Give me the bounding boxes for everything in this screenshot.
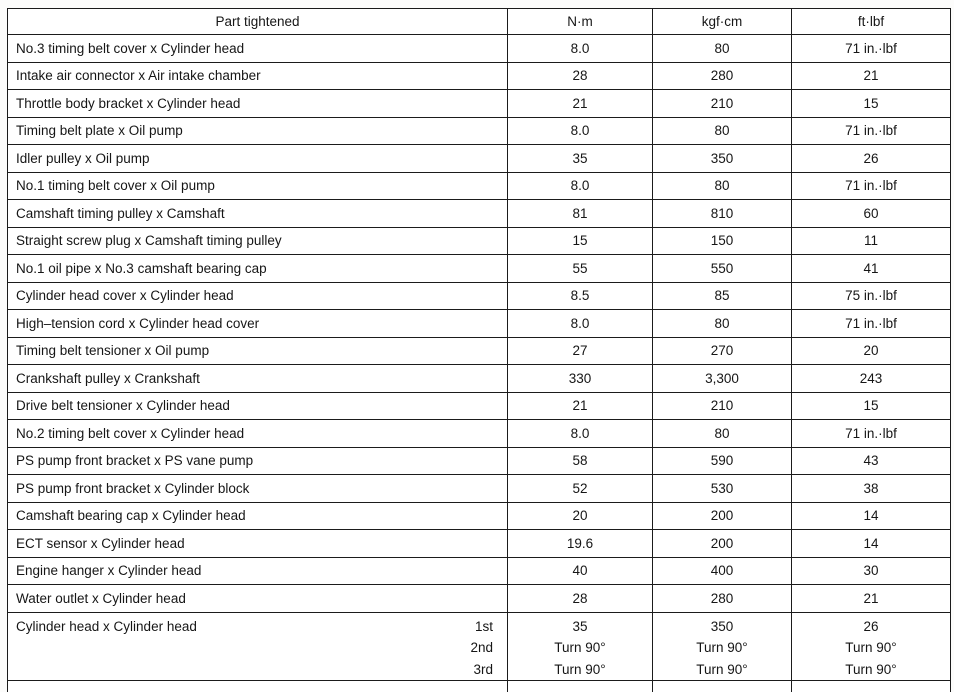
header-nm: N·m (508, 9, 653, 35)
ftlbf-cell: 71 in.·lbf (792, 420, 951, 448)
kgfcm-cell: 810 (653, 200, 792, 228)
table-row (8, 365, 951, 393)
part-cell: Water outlet x Cylinder head (8, 585, 508, 613)
part-cell: Throttle body bracket x Cylinder head (8, 90, 508, 118)
ftlbf-cell: 15 (792, 392, 951, 420)
table-row (8, 255, 951, 283)
part-cell: Timing belt plate x Oil pump (8, 117, 508, 145)
step-value: 26 (863, 618, 879, 634)
step-value: 35 (572, 618, 588, 634)
table-row (8, 337, 951, 365)
part-cell: Camshaft timing pulley x Camshaft (8, 200, 508, 228)
nm-cell: 81 (508, 200, 653, 228)
table-row (8, 200, 951, 228)
nm-cell: 8.0 (508, 117, 653, 145)
nm-cell: 52 (508, 475, 653, 503)
table-row (8, 172, 951, 200)
nm-cell: 21 (508, 392, 653, 420)
ftlbf-cell: 75 in.·lbf (792, 282, 951, 310)
table-row (8, 447, 951, 475)
nm-cell (508, 612, 653, 681)
nm-cell: 8.5 (508, 282, 653, 310)
table-row (8, 282, 951, 310)
part-cell: Straight screw plug x Camshaft timing pulley (8, 227, 508, 255)
part-cell: Cylinder head cover x Cylinder head (8, 282, 508, 310)
ftlbf-cell: 71 in.·lbf (792, 310, 951, 338)
kgfcm-cell: 200 (653, 502, 792, 530)
step-label: 1st (474, 618, 493, 634)
nm-cell: 21 (508, 90, 653, 118)
part-label: Cylinder head x Cylinder head (16, 618, 197, 634)
kgfcm-cell (653, 681, 792, 692)
nm-cell: 19.6 (508, 530, 653, 558)
ftlbf-cell: 20 (792, 337, 951, 365)
kgfcm-cell: 80 (653, 172, 792, 200)
table-row (8, 530, 951, 558)
step-value: Turn 90° (845, 640, 897, 655)
kgfcm-cell: 210 (653, 392, 792, 420)
part-cell: No.1 oil pipe x No.3 camshaft bearing cap (8, 255, 508, 283)
part-cell: PS pump front bracket x Cylinder block (8, 475, 508, 503)
ftlbf-cell: 41 (792, 255, 951, 283)
kgfcm-cell: 590 (653, 447, 792, 475)
header-ftlbf: ft·lbf (792, 9, 951, 35)
table-row (8, 90, 951, 118)
part-cell: Intake air connector x Air intake chamber (8, 62, 508, 90)
step-label: 3rd (473, 661, 493, 677)
part-cell: PS pump front bracket x PS vane pump (8, 447, 508, 475)
kgfcm-cell: 80 (653, 35, 792, 63)
kgfcm-cell: 200 (653, 530, 792, 558)
part-cell: Crankshaft pulley x Crankshaft (8, 365, 508, 393)
table-row (8, 392, 951, 420)
nm-cell: 8.0 (508, 35, 653, 63)
ftlbf-cell: 243 (792, 365, 951, 393)
torque-table-body (8, 35, 951, 613)
ftlbf-cell: 15 (792, 90, 951, 118)
nm-cell: 28 (508, 585, 653, 613)
kgfcm-cell: 350 (653, 145, 792, 173)
table-row (8, 310, 951, 338)
kgfcm-cell: 85 (653, 282, 792, 310)
table-row (8, 502, 951, 530)
ftlbf-cell: 11 (792, 227, 951, 255)
ftlbf-cell: 71 in.·lbf (792, 172, 951, 200)
kgfcm-cell: 80 (653, 117, 792, 145)
part-cell: Timing belt tensioner x Oil pump (8, 337, 508, 365)
table-row (8, 585, 951, 613)
multi-step-section (8, 612, 951, 692)
step-value: Turn 90° (696, 640, 748, 655)
kgfcm-cell: 280 (653, 62, 792, 90)
ftlbf-cell: 71 in.·lbf (792, 35, 951, 63)
part-cell: No.1 timing belt cover x Oil pump (8, 172, 508, 200)
part-cell: Camshaft bearing cap x Cylinder head (8, 502, 508, 530)
ftlbf-cell: 21 (792, 585, 951, 613)
kgfcm-cell: 400 (653, 557, 792, 585)
ftlbf-cell: 21 (792, 62, 951, 90)
ftlbf-cell: 26 (792, 145, 951, 173)
kgfcm-cell (653, 612, 792, 681)
nm-cell: 8.0 (508, 172, 653, 200)
ftlbf-cell: 43 (792, 447, 951, 475)
table-header-row (8, 9, 951, 35)
header-part-tightened: Part tightened (8, 9, 508, 35)
part-cell: No.2 timing belt cover x Cylinder head (8, 420, 508, 448)
table-row-multistep (8, 612, 951, 681)
kgfcm-cell: 80 (653, 310, 792, 338)
kgfcm-cell: 3,300 (653, 365, 792, 393)
ftlbf-cell: 14 (792, 530, 951, 558)
table-row-cutoff (8, 681, 951, 692)
nm-cell: 28 (508, 62, 653, 90)
nm-cell: 27 (508, 337, 653, 365)
part-cell: Drive belt tensioner x Cylinder head (8, 392, 508, 420)
table-row (8, 475, 951, 503)
nm-cell (508, 681, 653, 692)
nm-cell: 15 (508, 227, 653, 255)
step-labels (470, 616, 499, 681)
nm-cell: 40 (508, 557, 653, 585)
kgfcm-cell: 280 (653, 585, 792, 613)
nm-cell: 8.0 (508, 420, 653, 448)
step-value: Turn 90° (554, 661, 606, 677)
kgfcm-cell: 210 (653, 90, 792, 118)
table-row (8, 145, 951, 173)
kgfcm-cell: 270 (653, 337, 792, 365)
nm-cell: 330 (508, 365, 653, 393)
nm-cell: 58 (508, 447, 653, 475)
nm-cell: 8.0 (508, 310, 653, 338)
kgfcm-cell: 530 (653, 475, 792, 503)
step-value: Turn 90° (696, 661, 748, 677)
kgfcm-cell: 550 (653, 255, 792, 283)
table-row (8, 117, 951, 145)
torque-spec-table (7, 8, 951, 692)
kgfcm-cell: 80 (653, 420, 792, 448)
part-cell: High–tension cord x Cylinder head cover (8, 310, 508, 338)
part-cell: Engine hanger x Cylinder head (8, 557, 508, 585)
table-row (8, 62, 951, 90)
table-row (8, 227, 951, 255)
ftlbf-cell: 30 (792, 557, 951, 585)
nm-cell: 20 (508, 502, 653, 530)
step-value: Turn 90° (554, 640, 606, 655)
table-row (8, 35, 951, 63)
part-cell (8, 681, 508, 692)
ftlbf-cell: 71 in.·lbf (792, 117, 951, 145)
header-kgfcm: kgf·cm (653, 9, 792, 35)
nm-cell: 35 (508, 145, 653, 173)
ftlbf-cell: 14 (792, 502, 951, 530)
part-cell: Idler pulley x Oil pump (8, 145, 508, 173)
part-cell: ECT sensor x Cylinder head (8, 530, 508, 558)
kgfcm-cell: 150 (653, 227, 792, 255)
ftlbf-cell: 38 (792, 475, 951, 503)
ftlbf-cell: 60 (792, 200, 951, 228)
part-cell: No.3 timing belt cover x Cylinder head (8, 35, 508, 63)
step-value: 350 (710, 618, 734, 634)
nm-cell: 55 (508, 255, 653, 283)
ftlbf-cell (792, 681, 951, 692)
part-cell (8, 612, 508, 681)
scanned-manual-page (0, 8, 954, 692)
step-value: Turn 90° (845, 661, 897, 677)
step-label: 2nd (470, 640, 493, 655)
ftlbf-cell (792, 612, 951, 681)
table-row (8, 557, 951, 585)
table-row (8, 420, 951, 448)
